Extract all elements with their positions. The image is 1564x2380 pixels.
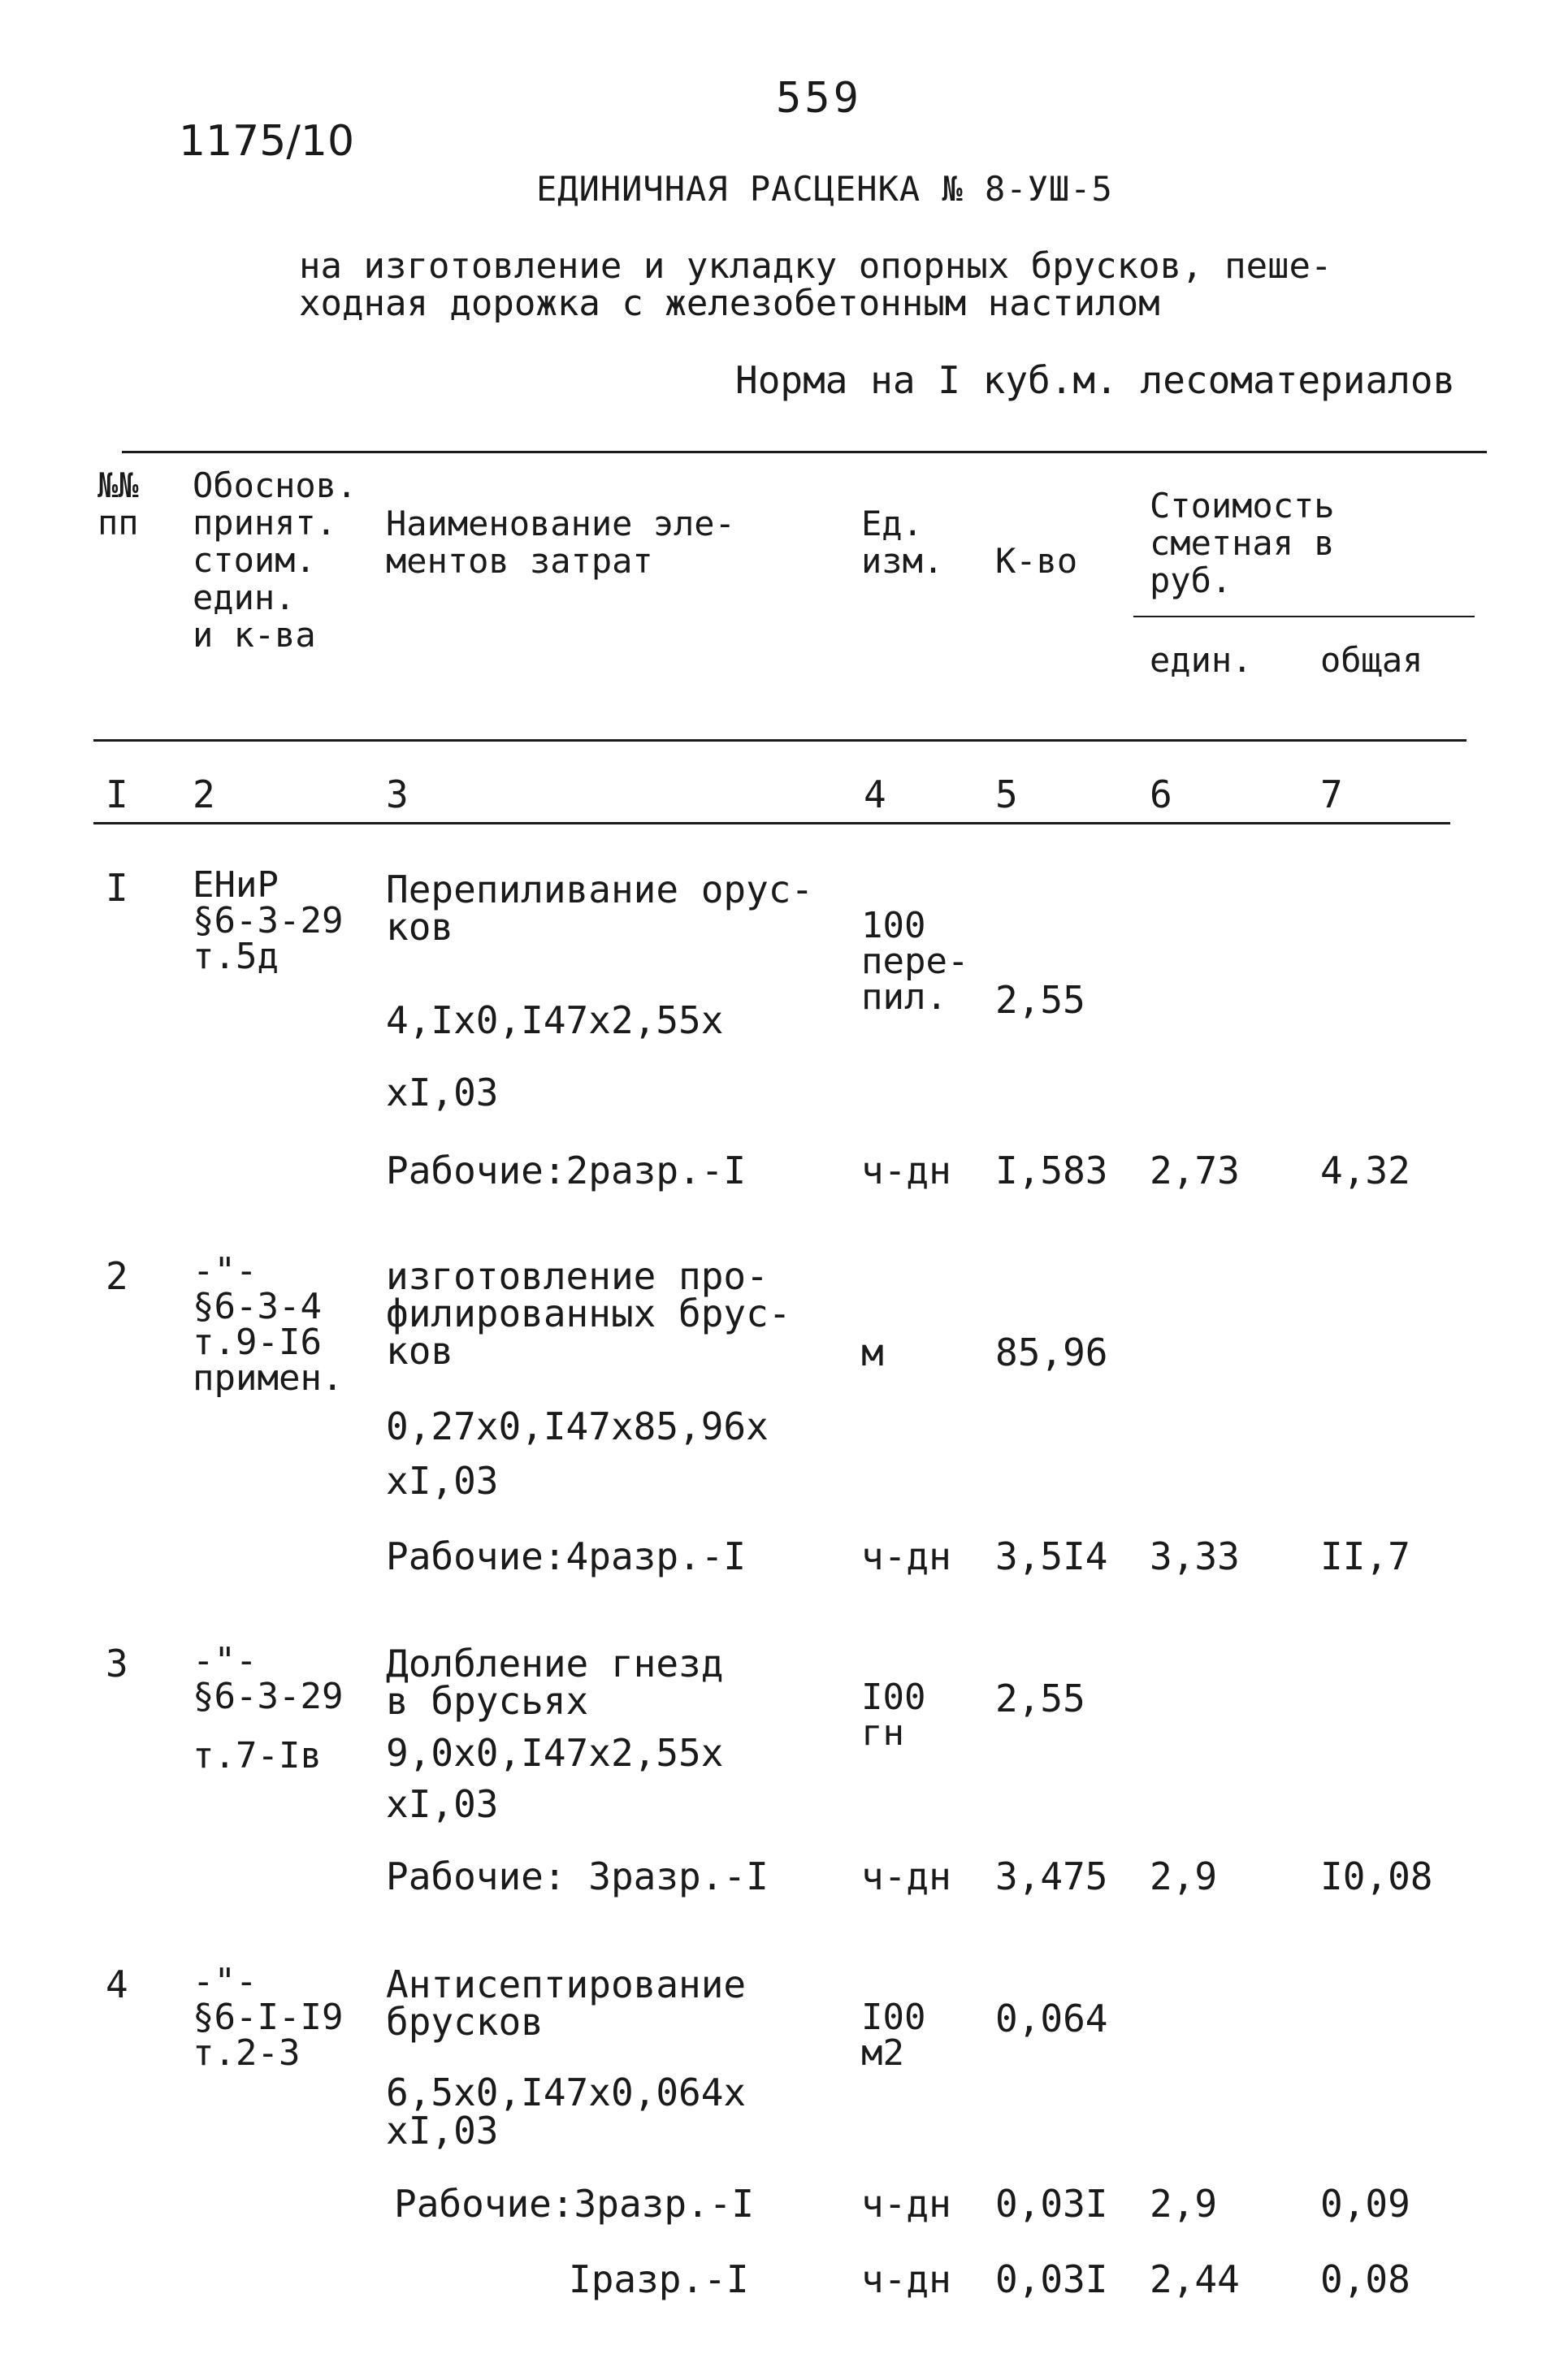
row-workers-price: 2,9 <box>1150 1854 1218 1898</box>
header-col2-basis: Обоснов. принят. стоим. един. и к-ва <box>193 465 357 655</box>
table-top-rule <box>122 451 1487 453</box>
row-workers2-total: 0,08 <box>1320 2257 1410 2301</box>
row-workers2-unit: ч-дн <box>861 2257 951 2301</box>
header-cost-rule <box>1133 616 1475 617</box>
row-workers2-label: Iразр.-I <box>569 2257 749 2301</box>
row-number: I <box>106 866 128 910</box>
row-workers-total: 0,09 <box>1320 2182 1410 2226</box>
row-calc-2: хI,03 <box>386 2109 499 2153</box>
row-calc-1: 6,5х0,I47х0,064х <box>386 2071 747 2114</box>
row-name: Долбление гнезд в брусьях <box>386 1642 724 1723</box>
row-workers-price: 3,33 <box>1150 1534 1240 1578</box>
row-workers-unit: ч-дн <box>861 1149 951 1192</box>
header-col67-cost: Стоимость сметная в руб. <box>1150 486 1335 600</box>
col-number-6: 6 <box>1150 772 1172 816</box>
row-workers-label: Рабочие:2разр.-I <box>386 1149 747 1192</box>
header-col4-unit: Ед. изм. <box>861 504 944 581</box>
row-unit: I00 гн <box>861 1677 926 1754</box>
row-basis: ЕНиР §6-3-29 т.5д <box>193 864 344 977</box>
row-qty: 85,96 <box>995 1331 1108 1374</box>
row-basis: -"- §6-3-4 т.9-I6 примен. <box>193 1250 344 1399</box>
handwritten-number: 1175/10 <box>179 117 355 166</box>
col-number-4: 4 <box>864 772 886 816</box>
row-workers-label: Рабочие: 3разр.-I <box>386 1854 769 1898</box>
row-workers-total: I0,08 <box>1320 1854 1433 1898</box>
row-unit: 100 пере- пил. <box>861 905 969 1018</box>
header-col3-name: Наименование эле- ментов затрат <box>386 504 735 581</box>
row-qty: 2,55 <box>995 1677 1085 1720</box>
row-workers-qty: 3,475 <box>995 1854 1108 1898</box>
row-qty: 0,064 <box>995 1997 1108 2040</box>
row-number: 3 <box>106 1642 128 1685</box>
row-workers-unit: ч-дн <box>861 2182 951 2226</box>
row-workers-qty: 0,03I <box>995 2182 1108 2226</box>
row-name: изготовление про- филированных брус- ков <box>386 1254 791 1373</box>
row-name: Перепиливание орус- ков <box>386 868 814 949</box>
row-workers-price: 2,9 <box>1150 2182 1218 2226</box>
header-col7-total: общая <box>1320 640 1423 680</box>
col-number-3: 3 <box>386 772 409 816</box>
row-unit: I00 м2 <box>861 1997 926 2074</box>
col-number-5: 5 <box>995 772 1018 816</box>
row-workers-label: Рабочие:4разр.-I <box>386 1534 747 1578</box>
row-number: 4 <box>106 1962 128 2006</box>
row-basis-2: т.7-Iв <box>193 1735 322 1776</box>
col-number-2: 2 <box>193 772 215 816</box>
column-numbers-rule <box>93 822 1450 824</box>
norm-line: Норма на I куб.м. лесоматериалов <box>735 358 1456 402</box>
row-name: Антисептирование брусков <box>386 1962 747 2044</box>
row-workers-price: 2,73 <box>1150 1149 1240 1192</box>
row-qty: 2,55 <box>995 978 1085 1022</box>
header-col1: №№ пп <box>97 465 139 543</box>
row-calc-2: хI,03 <box>386 1071 499 1114</box>
col-number-7: 7 <box>1320 772 1343 816</box>
row-workers-qty: 3,5I4 <box>995 1534 1108 1578</box>
page-number: 559 <box>776 74 862 123</box>
row-workers-total: II,7 <box>1320 1534 1410 1578</box>
row-calc-1: 0,27х0,I47х85,96х <box>386 1404 769 1448</box>
row-workers2-price: 2,44 <box>1150 2257 1240 2301</box>
row-calc-2: хI,03 <box>386 1782 499 1826</box>
subtitle-line-1: на изготовление и укладку опорных брусков, пеше- <box>299 245 1332 287</box>
row-number: 2 <box>106 1254 128 1298</box>
row-workers-unit: ч-дн <box>861 1854 951 1898</box>
col-number-1: I <box>106 772 128 816</box>
header-col6-unit-price: един. <box>1150 640 1253 680</box>
row-calc-1: 4,Iх0,I47х2,55х <box>386 998 724 1042</box>
row-basis-1: -"- §6-3-29 <box>193 1640 344 1717</box>
row-workers-label: Рабочие:3разр.-I <box>394 2182 755 2226</box>
row-basis: -"- §6-I-I9 т.2-3 <box>193 1961 344 2074</box>
header-bottom-rule <box>93 739 1467 742</box>
row-unit: м <box>861 1331 884 1374</box>
row-workers-total: 4,32 <box>1320 1149 1410 1192</box>
subtitle-line-2: ходная дорожка с железобетонным настилом <box>299 283 1160 324</box>
row-workers2-qty: 0,03I <box>995 2257 1108 2301</box>
document-title: ЕДИНИЧНАЯ РАСЦЕНКА № 8-УШ-5 <box>536 169 1113 209</box>
row-workers-qty: I,583 <box>995 1149 1108 1192</box>
header-col5-qty: К-во <box>995 541 1078 581</box>
row-calc-2: хI,03 <box>386 1459 499 1503</box>
row-workers-unit: ч-дн <box>861 1534 951 1578</box>
row-calc-1: 9,0х0,I47х2,55х <box>386 1731 724 1775</box>
